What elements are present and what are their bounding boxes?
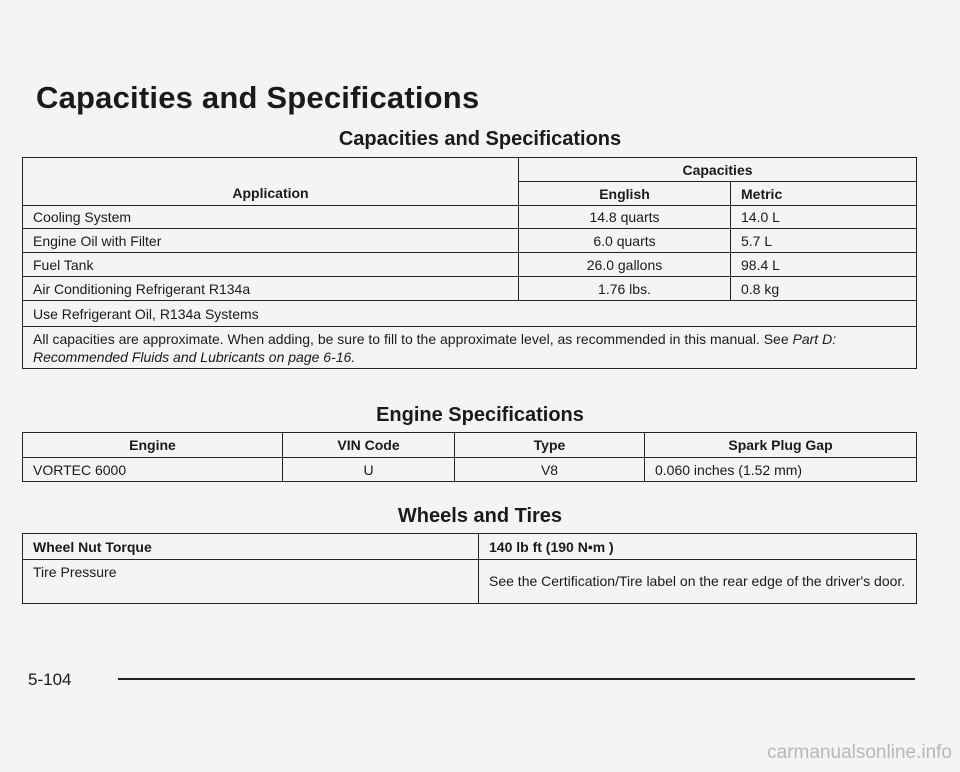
capacities-header-row [23,158,917,182]
table-row [23,229,917,253]
metric-header: Metric [731,182,917,206]
application-cell: Engine Oil with Filter [23,229,519,253]
application-cell: Cooling System [23,206,519,229]
capacities-table [22,157,917,369]
engine-section-title: Engine Specifications [376,404,584,426]
application-cell: Fuel Tank [23,253,519,277]
engine-header: Engine [23,433,283,458]
table-row [23,301,917,327]
engine-cell: VORTEC 6000 [23,458,283,482]
english-cell: 6.0 quarts [519,229,731,253]
application-header: Application [23,158,519,206]
page-title: Capacities and Specifications [36,80,480,115]
wheel-nut-torque-label: Wheel Nut Torque [23,534,479,560]
footer-rule [118,678,915,680]
tire-pressure-value: See the Certification/Tire label on the rear edge of the driver's door. [479,560,917,604]
table-row [23,327,917,369]
english-cell: 1.76 lbs. [519,277,731,301]
tire-pressure-label: Tire Pressure [23,560,479,604]
type-header: Type [455,433,645,458]
wheel-nut-torque-value: 140 lb ft (190 N•m ) [479,534,917,560]
metric-cell: 0.8 kg [731,277,917,301]
engine-table [22,432,917,482]
vin-code-cell: U [283,458,455,482]
spark-plug-gap-header: Spark Plug Gap [645,433,917,458]
vin-code-header: VIN Code [283,433,455,458]
application-cell: Air Conditioning Refrigerant R134a [23,277,519,301]
wheels-table [22,533,917,604]
capacities-section-title: Capacities and Specifications [338,128,622,150]
capacities-note-text: All capacities are approximate. When adding, be sure to fill to the approximate level, as recommended in this manual. See [33,330,793,347]
capacities-note-reference: Part D: Recommended Fluids and Lubricants on page 6-16. [33,330,837,365]
wheels-section-title: Wheels and Tires [397,505,563,527]
table-row [23,560,917,604]
table-row [23,277,917,301]
table-row [23,206,917,229]
table-row [23,458,917,482]
spark-plug-gap-cell: 0.060 inches (1.52 mm) [645,458,917,482]
watermark: carmanualsonline.info [767,742,952,763]
type-cell: V8 [455,458,645,482]
engine-header-row [23,433,917,458]
page-number: 5-104 [28,670,72,689]
capacities-header: Capacities [519,158,917,182]
oil-note-cell: Use Refrigerant Oil, R134a Systems [23,301,917,327]
metric-cell: 5.7 L [731,229,917,253]
table-row [23,534,917,560]
english-cell: 26.0 gallons [519,253,731,277]
metric-cell: 98.4 L [731,253,917,277]
english-header: English [519,182,731,206]
table-row [23,253,917,277]
metric-cell: 14.0 L [731,206,917,229]
english-cell: 14.8 quarts [519,206,731,229]
capacities-note-cell [23,327,917,369]
